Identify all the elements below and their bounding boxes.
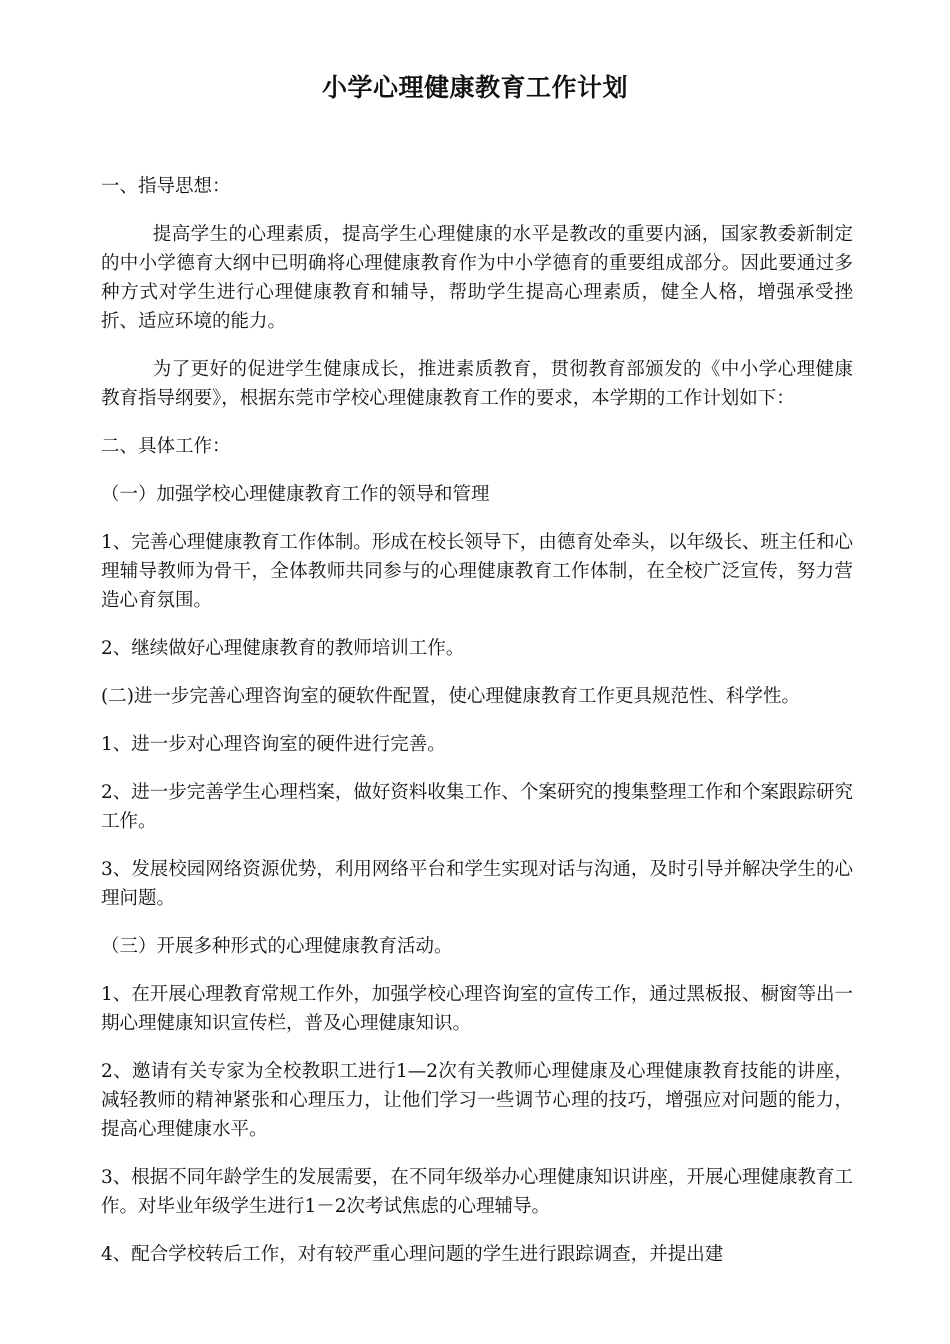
document-title: 小学心理健康教育工作计划 — [321, 73, 628, 102]
paragraph-intro: 提高学生的心理素质，提高学生心理健康的水平是教改的重要内涵，国家教委新制定的中小学德育大纲中已明确将心理健康教育作为中小学德育的重要组成部分。因此要通过多种方式对学生进行心理健康教育和辅导，帮助学生提高心理素质，健全人格，增强承受挫折、适应环境的能力。 — [101, 224, 853, 332]
list-item: 3、发展校园网络资源优势，利用网络平台和学生实现对话与沟通，及时引导并解决学生的心理问题。 — [101, 859, 853, 909]
document-body — [101, 172, 853, 1288]
list-item: 1、完善心理健康教育工作体制。形成在校长领导下，由德育处牵头，以年级长、班主任和心理辅导教师为骨干，全体教师共同参与的心理健康教育工作体制，在全校广泛宣传，努力营造心育氛围。 — [101, 532, 853, 611]
list-item: 4、配合学校转后工作，对有较严重心理问题的学生进行跟踪调查，并提出建 — [101, 1244, 724, 1265]
subsection-heading-1: （一）加强学校心理健康教育工作的领导和管理 — [101, 484, 490, 505]
list-item: 2、进一步完善学生心理档案，做好资料收集工作、个案研究的搜集整理工作和个案跟踪研究工作。 — [101, 782, 853, 832]
subsection-heading-2: (二)进一步完善心理咨询室的硬软件配置，使心理健康教育工作更具规范性、科学性。 — [101, 686, 800, 707]
list-item: 1、进一步对心理咨询室的硬件进行完善。 — [101, 734, 446, 755]
section-heading-guiding-ideology: 一、指导思想： — [101, 176, 231, 197]
list-item: 2、继续做好心理健康教育的教师培训工作。 — [101, 638, 465, 659]
list-item: 1、在开展心理教育常规工作外，加强学校心理咨询室的宣传工作，通过黑板报、橱窗等出一期心理健康知识宣传栏，普及心理健康知识。 — [101, 984, 853, 1034]
list-item: 2、邀请有关专家为全校教职工进行1—2次有关教师心理健康及心理健康教育技能的讲座，减轻教师的精神紧张和心理压力，让他们学习一些调节心理的技巧，增强应对问题的能力，提高心理健康水平。 — [101, 1061, 853, 1140]
list-item: 3、根据不同年龄学生的发展需要，在不同年级举办心理健康知识讲座，开展心理健康教育工作。对毕业年级学生进行1－2次考试焦虑的心理辅导。 — [101, 1167, 853, 1217]
paragraph-plan-purpose: 为了更好的促进学生健康成长，推进素质教育，贯彻教育部颁发的《中小学心理健康教育指导纲要》，根据东莞市学校心理健康教育工作的要求，本学期的工作计划如下： — [101, 359, 853, 409]
section-heading-specific-work: 二、具体工作： — [101, 436, 231, 457]
subsection-heading-3: （三）开展多种形式的心理健康教育活动。 — [101, 936, 453, 957]
